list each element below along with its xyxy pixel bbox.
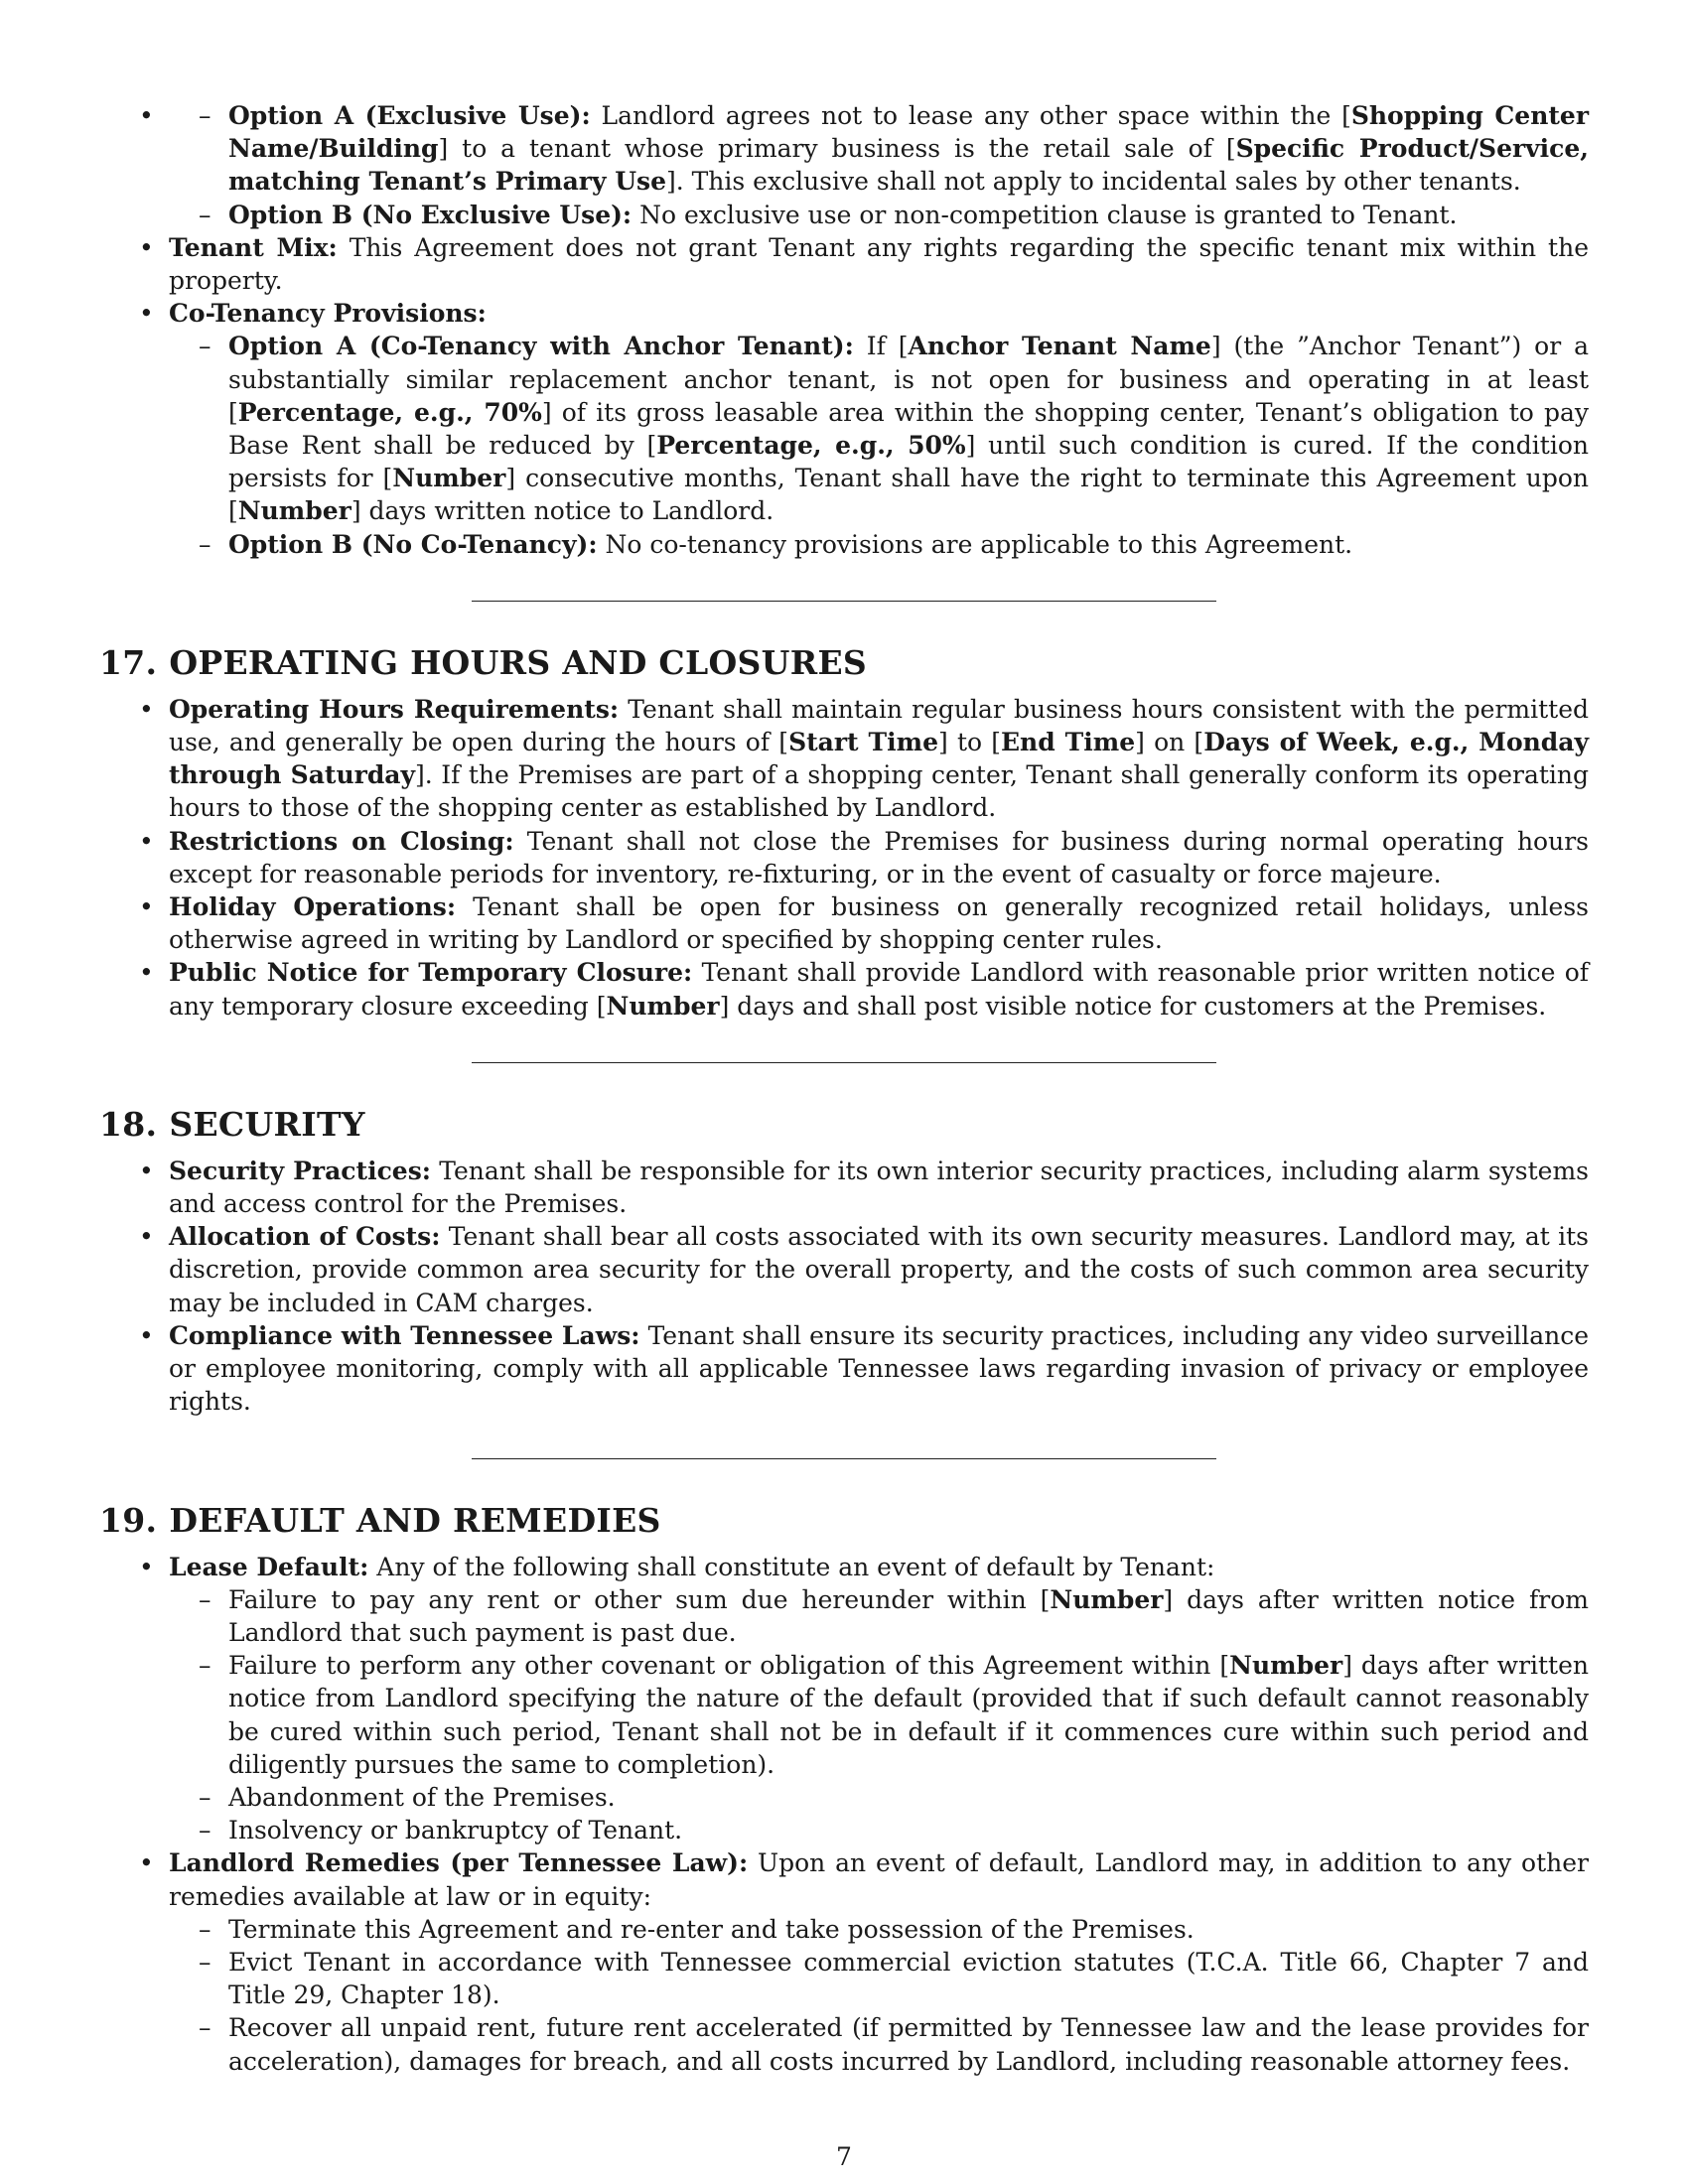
section-divider	[472, 601, 1216, 602]
section-17-heading: 17. OPERATING HOURS AND CLOSURES	[99, 642, 868, 682]
remedy-recover: – Recover all unpaid rent, future rent accelerated (if permitted by Tennessee law and the lease provides for acceleration), damages for breach, and all costs incurred by Landlord, including reasonable attorney fees.	[228, 2011, 1589, 2077]
section-16-continued-list	[99, 99, 1589, 231]
default-nonpayment: – Failure to pay any rent or other sum due hereunder within [Number] days after written notice from Landlord that such payment is past due.	[228, 1583, 1589, 1649]
default-abandonment: – Abandonment of the Premises.	[228, 1781, 1589, 1814]
section-19-list	[99, 1551, 1589, 2078]
section-divider	[472, 1062, 1216, 1063]
co-tenancy-option-a: – Option A (Co-Tenancy with Anchor Tenant): If [Anchor Tenant Name] (the ”Anchor Tenant”) or a substantially similar replacement anchor tenant, is not open for business and operating in at least [Percentage, e.g., 70%] of its gross leasable area within the shopping center, Tenant’s obligation to pay Base Rent shall be reduced by [Percentage, e.g., 50%] until such condition is cured. If the condition persists for [Number] consecutive months, Tenant shall have the right to terminate this Agreement upon [Number] days written notice to Landlord.	[228, 330, 1589, 527]
exclusive-option-a: – • Option A (Exclusive Use): Landlord agrees not to lease any other space within the [Shopping Center Name/Building] to a tenant whose primary business is the retail sale of [Specific Product/Service, matching Tenant’s Primary Use]. This exclusive shall not apply to incidental sales by other tenants.	[228, 99, 1589, 199]
lease-default-item: • Lease Default: Any of the following shall constitute an event of default by Tenant: – Failure to pay any rent or other sum due hereunder within [Number] days after written notice from Landlord that such payment is past due. – Failure to perform any other covenant or obligation of this Agreement within [Number] days after written notice from Landlord specifying the nature of the default (provided that if such default cannot reasonably be cured within such period, Tenant shall not be in default if it commences cure within such period and diligently pursues the same to completion). – Abandonment of the Premises. – Insolvency or bankruptcy of Tenant.	[169, 1551, 1589, 1847]
section-18-list	[99, 1155, 1589, 1419]
exclusive-option-b: – Option B (No Exclusive Use): No exclusive use or non-competition clause is granted to Tenant.	[228, 199, 1589, 231]
landlord-remedies-item: • Landlord Remedies (per Tennessee Law): Upon an event of default, Landlord may, in addition to any other remedies available at law or in equity: – Terminate this Agreement and re-enter and take possession of the Premises. – Evict Tenant in accordance with Tennessee commercial eviction statutes (T.C.A. Title 66, Chapter 7 and Title 29, Chapter 18). – Recover all unpaid rent, future rent accelerated (if permitted by Tennessee law and the lease provides for acceleration), damages for breach, and all costs incurred by Landlord, including reasonable attorney fees.	[169, 1846, 1589, 2077]
remedy-terminate: – Terminate this Agreement and re-enter and take possession of the Premises.	[228, 1913, 1589, 1946]
temporary-closure-item: • Public Notice for Temporary Closure: Tenant shall provide Landlord with reasonable prior written notice of any temporary closure exceeding [Number] days and shall post visible notice for customers at the Premises.	[169, 956, 1589, 1022]
co-tenancy-item: • Co-Tenancy Provisions: – Option A (Co-Tenancy with Anchor Tenant): If [Anchor Tenant Name] (the ”Anchor Tenant”) or a substantially similar replacement anchor tenant, is not open for business and operating in at least [Percentage, e.g., 70%] of its gross leasable area within the shopping center, Tenant’s obligation to pay Base Rent shall be reduced by [Percentage, e.g., 50%] until such condition is cured. If the condition persists for [Number] consecutive months, Tenant shall have the right to terminate this Agreement upon [Number] days written notice to Landlord. – Option B (No Co-Tenancy): No co-tenancy provisions are applicable to this Agreement.	[169, 297, 1589, 561]
tenant-mix-item: • Tenant Mix: This Agreement does not grant Tenant any rights regarding the specific tenant mix within the property.	[169, 231, 1589, 297]
section-19-heading: 19. DEFAULT AND REMEDIES	[99, 1500, 661, 1540]
page-number: 7	[836, 2142, 852, 2171]
tennessee-compliance-item: • Compliance with Tennessee Laws: Tenant shall ensure its security practices, including any video surveillance or employee monitoring, comply with all applicable Tennessee laws regarding invasion of privacy or employee rights.	[169, 1319, 1589, 1419]
option-a-label: Option A (Exclusive Use):	[228, 101, 591, 130]
exclusive-use-options	[169, 99, 1589, 231]
operating-hours-item: • Operating Hours Requirements: Tenant shall maintain regular business hours consistent with the permitted use, and generally be open during the hours of [Start Time] to [End Time] on [Days of Week, e.g., Monday through Saturday]. If the Premises are part of a shopping center, Tenant shall generally conform its operating hours to those of the shopping center as established by Landlord.	[169, 693, 1589, 825]
restrictions-closing-item: • Restrictions on Closing: Tenant shall not close the Premises for business during normal operating hours except for reasonable periods for inventory, re-fixturing, or in the event of casualty or force majeure.	[169, 825, 1589, 890]
default-insolvency: – Insolvency or bankruptcy of Tenant.	[228, 1814, 1589, 1846]
remedy-evict: – Evict Tenant in accordance with Tennessee commercial eviction statutes (T.C.A. Title 66, Chapter 7 and Title 29, Chapter 18).	[228, 1946, 1589, 2011]
document-page	[99, 99, 1589, 2078]
section-17-list	[99, 693, 1589, 1023]
section-18-heading: 18. SECURITY	[99, 1104, 365, 1144]
holiday-operations-item: • Holiday Operations: Tenant shall be open for business on generally recognized retail holidays, unless otherwise agreed in writing by Landlord or specified by shopping center rules.	[169, 890, 1589, 956]
section-16-bullets	[99, 231, 1589, 561]
default-nonperformance: – Failure to perform any other covenant or obligation of this Agreement within [Number] days after written notice from Landlord specifying the nature of the default (provided that if such default cannot reasonably be cured within such period, Tenant shall not be in default if it commences cure within such period and diligently pursues the same to completion).	[228, 1649, 1589, 1781]
option-b-label: Option B (No Exclusive Use):	[228, 200, 633, 229]
security-practices-item: • Security Practices: Tenant shall be responsible for its own interior security practices, including alarm systems and access control for the Premises.	[169, 1155, 1589, 1220]
co-tenancy-option-b: – Option B (No Co-Tenancy): No co-tenancy provisions are applicable to this Agreement.	[228, 528, 1589, 561]
allocation-costs-item: • Allocation of Costs: Tenant shall bear all costs associated with its own security measures. Landlord may, at its discretion, provide common area security for the overall property, and the costs of such common area security may be included in CAM charges.	[169, 1220, 1589, 1319]
section-divider	[472, 1458, 1216, 1459]
